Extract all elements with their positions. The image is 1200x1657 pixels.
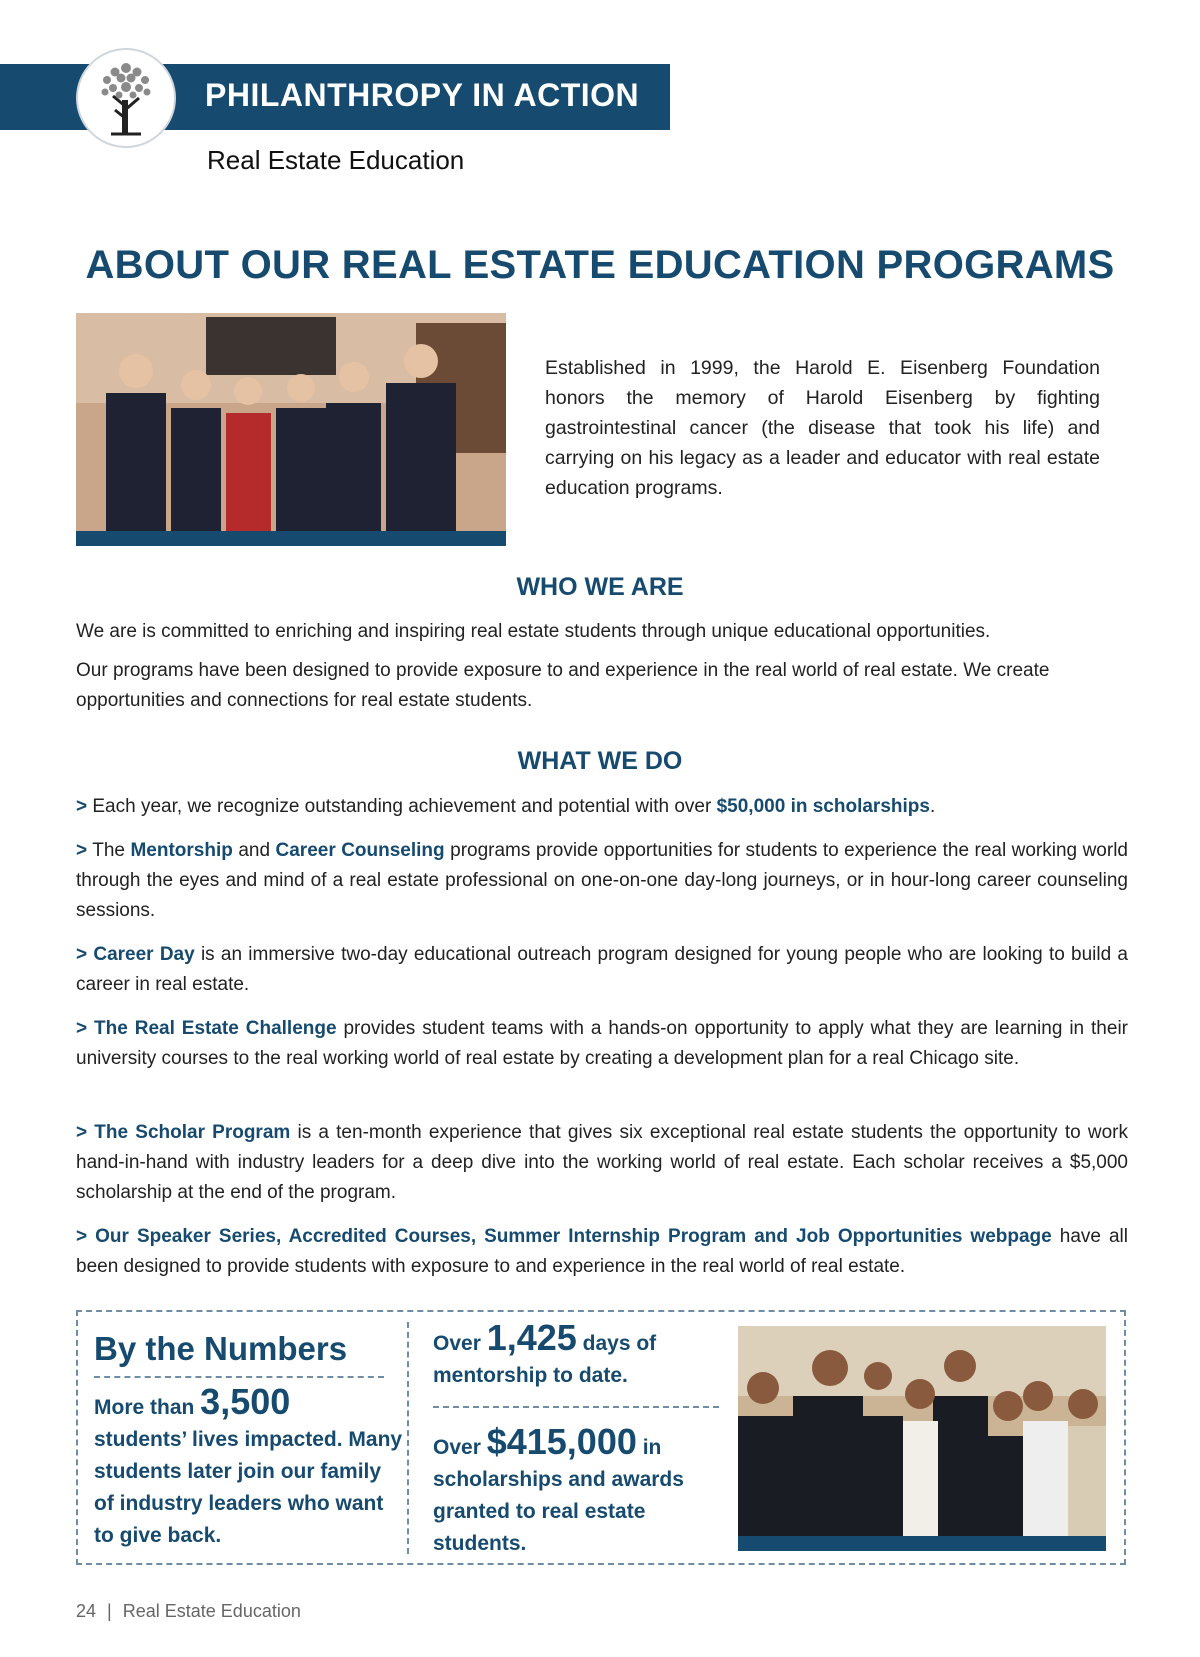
intro-paragraph: Established in 1999, the Harold E. Eisenberg Foundation honors the memory of Harold Eisenberg by fighting gastrointestinal cancer (the disease that took his life) and carrying on his legacy as a leader and educator with real estate education programs. bbox=[545, 357, 1100, 499]
foundation-logo bbox=[76, 48, 176, 148]
team-photo-illustration bbox=[76, 313, 506, 531]
who-we-are-p2: Our programs have been designed to provide exposure to and experience in the real world of real estate. We create opportunities and connections for real estate students. bbox=[76, 660, 1050, 711]
group-photo-illustration bbox=[738, 1326, 1106, 1536]
stat-students-value: 3,500 bbox=[200, 1381, 291, 1422]
page-subtitle: Real Estate Education bbox=[207, 145, 465, 175]
stat-scholarships-value: $415,000 bbox=[486, 1421, 637, 1462]
stat-mentorship-days: Over 1,425 days of mentorship to date. bbox=[433, 1317, 657, 1387]
bullet-marker: > bbox=[76, 796, 88, 817]
main-heading: ABOUT OUR REAL ESTATE EDUCATION PROGRAMS bbox=[85, 243, 1115, 287]
who-we-are-heading: WHO WE ARE bbox=[516, 573, 684, 601]
bullet-marker: > bbox=[76, 944, 88, 965]
what-we-do-item-3: > Career Day is an immersive two-day educational outreach program designed for young people who are looking to build a career in real estate. bbox=[76, 944, 1128, 995]
stat-students: More than 3,500 students’ lives impacted. Many students later join our family of industry leaders who want to give back. bbox=[94, 1381, 403, 1547]
scholarships-highlight: $50,000 in scholarships bbox=[716, 796, 930, 817]
stat-scholarships: Over $415,000 in scholarships and awards granted to real estate students. bbox=[433, 1421, 684, 1555]
footer-section: Real Estate Education bbox=[122, 1601, 301, 1621]
stat-divider bbox=[433, 1406, 719, 1408]
career-counseling-highlight: Career Counseling bbox=[275, 840, 445, 861]
title-divider bbox=[94, 1376, 384, 1378]
programs-list-highlight: Our Speaker Series, Accredited Courses, Summer Internship Program and Job Opportunities webpage bbox=[87, 1226, 1052, 1247]
real-estate-challenge-highlight: The Real Estate Challenge bbox=[87, 1018, 337, 1039]
column-divider bbox=[407, 1322, 409, 1554]
footer-separator: | bbox=[107, 1601, 112, 1621]
what-we-do-item-4: > The Real Estate Challenge provides student teams with a hands-on opportunity to apply what they are learning in their university courses to the real working world of real estate by creating a development plan for a real Chicago site. bbox=[76, 1018, 1128, 1069]
mentorship-highlight: Mentorship bbox=[130, 840, 233, 861]
bullet-marker: > bbox=[76, 1122, 88, 1143]
scholar-program-highlight: The Scholar Program bbox=[87, 1122, 291, 1143]
group-photo bbox=[738, 1326, 1106, 1536]
what-we-do-item-1: > Each year, we recognize outstanding achievement and potential with over $50,000 in scholarships. bbox=[76, 796, 936, 817]
what-we-do-heading: WHAT WE DO bbox=[517, 747, 683, 775]
numbers-title: By the Numbers bbox=[94, 1330, 348, 1367]
group-photo-accent-bar bbox=[738, 1536, 1106, 1551]
what-we-do-item-5: > The Scholar Program is a ten-month experience that gives six exceptional real estate students the opportunity to work hand-in-hand with industry leaders for a deep dive into the working world of real estate. Each scholar receives a $5,000 scholarship at the end of the program. bbox=[76, 1122, 1128, 1203]
band-title: PHILANTHROPY IN ACTION bbox=[205, 77, 640, 113]
stat-mentorship-value: 1,425 bbox=[486, 1317, 577, 1358]
page-footer bbox=[76, 1601, 301, 1622]
bullet-marker: > bbox=[76, 1018, 88, 1039]
page-number: 24 bbox=[76, 1601, 97, 1621]
what-we-do-item-6: > Our Speaker Series, Accredited Courses, Summer Internship Program and Job Opportunities webpage have all been designed to provide students with exposure to and experience in the real world of real estate. bbox=[76, 1226, 1128, 1277]
tree-icon bbox=[91, 58, 161, 138]
bullet-marker: > bbox=[76, 1226, 88, 1247]
team-photo bbox=[76, 313, 506, 531]
what-we-do-item-2: > The Mentorship and Career Counseling programs provide opportunities for students to experience the real working world through the eyes and mind of a real estate professional on one-on-one day-long journeys, or in hour-long career counseling sessions. bbox=[76, 840, 1128, 921]
photo-accent-bar bbox=[76, 531, 506, 546]
who-we-are-p1: We are is committed to enriching and inspiring real estate students through unique educational opportunities. bbox=[76, 621, 991, 642]
career-day-highlight: Career Day bbox=[87, 944, 195, 965]
bullet-marker: > bbox=[76, 840, 88, 861]
